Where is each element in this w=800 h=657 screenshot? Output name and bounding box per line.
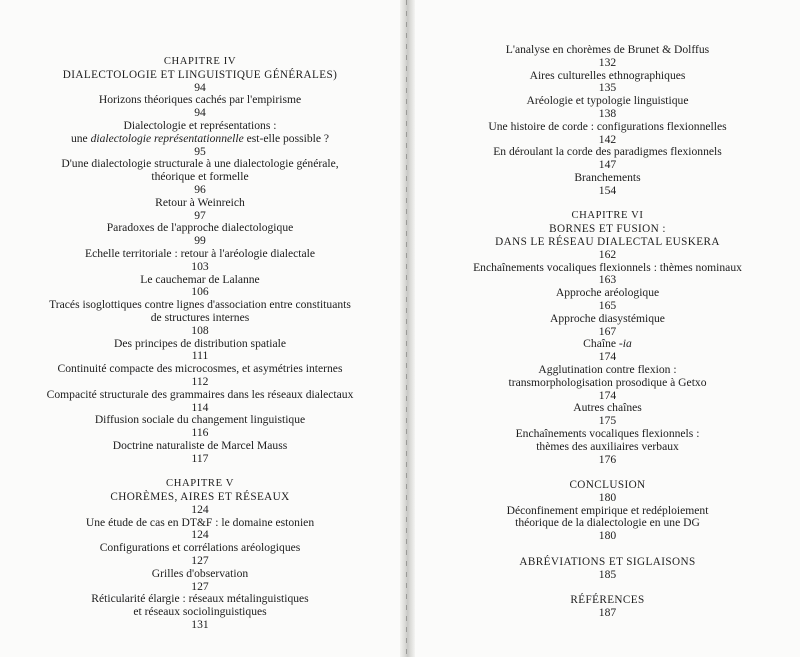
toc-entry-title: Déconfinement empirique et redéploiement <box>506 503 709 517</box>
page-number: 94 <box>194 106 206 120</box>
book-gutter <box>400 0 415 657</box>
toc-entry-title: Une étude de cas en DT&F : le domaine estonien <box>85 515 315 529</box>
toc-entry-title: Continuité compacte des microcosmes, et asymétries internes <box>57 362 343 376</box>
toc-entry-title: une dialectologie représentationnelle est-elle possible ? <box>70 131 330 145</box>
page-number: 180 <box>598 490 617 504</box>
toc-entry-title: Une histoire de corde : configurations flexionnelles <box>488 119 727 133</box>
page-number: 131 <box>191 618 209 632</box>
toc-entry-title: Configurations et corrélations aréologiques <box>99 541 301 555</box>
toc-entry-title: théorique de la dialectologie en une DG <box>515 516 700 530</box>
chapter-5-label: CHAPITRE V <box>166 478 234 490</box>
page-number: 142 <box>598 132 617 146</box>
toc-entry-title: Echelle territoriale : retour à l'aréologie dialectale <box>85 246 315 260</box>
chapter-6-label: CHAPITRE VI <box>571 210 644 222</box>
toc-entry-title: Horizons théoriques cachés par l'empirisme <box>98 93 302 107</box>
references-heading: RÉFÉRENCES <box>570 594 645 607</box>
toc-entry-title: Diffusion sociale du changement linguistique <box>94 413 306 427</box>
chapter-5-title: CHORÈMES, AIRES ET RÉSEAUX <box>110 491 290 504</box>
right-toc-column <box>415 44 800 620</box>
page-number: 103 <box>191 259 209 273</box>
toc-entry-title: thèmes des auxiliaires verbaux <box>536 439 679 453</box>
chapter-4-label: CHAPITRE IV <box>163 56 237 67</box>
toc-entry-title: Aires culturelles ethnographiques <box>529 68 686 82</box>
toc-entry-title: Grilles d'observation <box>151 566 249 580</box>
page-number: 94 <box>194 80 206 94</box>
toc-entry-title: et réseaux sociolinguistiques <box>133 605 267 619</box>
page-number: 174 <box>598 350 617 364</box>
toc-entry-title: transmorphologisation prosodique à Getxo <box>508 375 707 389</box>
page-number: 106 <box>191 285 209 299</box>
page-number: 147 <box>598 158 617 172</box>
page-number: 162 <box>598 247 617 261</box>
page-number: 180 <box>598 529 617 543</box>
page-number: 112 <box>191 374 209 388</box>
toc-entry-title: Branchements <box>574 170 641 184</box>
toc-entry-title: Le cauchemar de Lalanne <box>140 272 260 286</box>
toc-entry-title: Dialectologie et représentations : <box>123 118 277 132</box>
toc-entry-title: Retour à Weinreich <box>155 195 245 209</box>
page-number: 124 <box>191 528 209 542</box>
page-number: 127 <box>191 579 209 593</box>
page-number: 174 <box>598 388 617 402</box>
abbreviations-heading: ABRÉVIATIONS ET SIGLAISONS <box>519 555 696 568</box>
page-number: 175 <box>598 414 617 428</box>
toc-entry-title: Des principes de distribution spatiale <box>114 336 286 350</box>
page-number: 97 <box>194 208 206 222</box>
page-number: 114 <box>191 400 209 414</box>
toc-entry-title: En déroulant la corde des paradigmes flexionnels <box>493 145 722 159</box>
page-number: 116 <box>191 426 209 440</box>
page-number: 163 <box>598 273 617 287</box>
chapter-6-title: BORNES ET FUSION : <box>549 223 666 236</box>
toc-entry-title: D'une dialectologie structurale à une dialectologie générale, <box>61 157 339 171</box>
toc-entry-title: Enchaînements vocaliques flexionnels : thèmes nominaux <box>473 260 742 274</box>
page-number: 138 <box>598 106 617 120</box>
toc-entry-title: Paradoxes de l'approche dialectologique <box>106 221 294 235</box>
toc-entry-title: théorique et formelle <box>151 170 249 184</box>
page-number: 127 <box>191 554 209 568</box>
toc-entry-title: Chaîne -ia <box>583 337 632 351</box>
page-number: 185 <box>598 567 617 581</box>
page-number: 111 <box>191 349 209 363</box>
toc-entry-title: Agglutination contre flexion : <box>538 362 677 376</box>
toc-entry-title: Enchaînements vocaliques flexionnels : <box>515 426 700 440</box>
chapter-6-title: DANS LE RÉSEAU DIALECTAL EUSKERA <box>495 235 720 248</box>
conclusion-heading: CONCLUSION <box>569 479 646 492</box>
toc-entry-title: Approche diasystémique <box>550 311 665 325</box>
toc-entry-title: Tracés isoglottiques contre lignes d'association entre constituants <box>49 298 351 312</box>
page-number: 96 <box>194 182 206 196</box>
page-number: 167 <box>598 324 617 338</box>
toc-entry-title: Approche aréologique <box>555 286 660 300</box>
toc-entry-title: Autres chaînes <box>573 401 642 415</box>
toc-entry-title: Doctrine naturaliste de Marcel Mauss <box>112 438 288 452</box>
page-number: 187 <box>598 606 617 620</box>
toc-entry-title: de structures internes <box>150 310 250 324</box>
page-number: 95 <box>194 144 206 158</box>
page-number: 154 <box>598 183 617 197</box>
page-number: 135 <box>598 81 617 95</box>
left-toc-column <box>0 56 400 632</box>
toc-entry-title: Compacité structurale des grammaires dans les réseaux dialectaux <box>46 387 354 401</box>
toc-entry-title: Réticularité élargie : réseaux métalinguistiques <box>91 592 309 606</box>
page-number: 176 <box>598 452 617 466</box>
toc-entry-title: Aréologie et typologie linguistique <box>526 94 689 108</box>
toc-entry-title: L'analyse en chorèmes de Brunet & Dolffus <box>505 43 710 56</box>
page-number: 108 <box>191 323 209 337</box>
page-number: 132 <box>598 55 617 69</box>
page-number: 117 <box>191 451 209 465</box>
page-number: 99 <box>194 234 206 248</box>
page-number: 165 <box>598 298 617 312</box>
page-number: 124 <box>191 502 209 516</box>
chapter-4-title: DIALECTOLOGIE ET LINGUISTIQUE GÉNÉRALES) <box>62 68 338 81</box>
